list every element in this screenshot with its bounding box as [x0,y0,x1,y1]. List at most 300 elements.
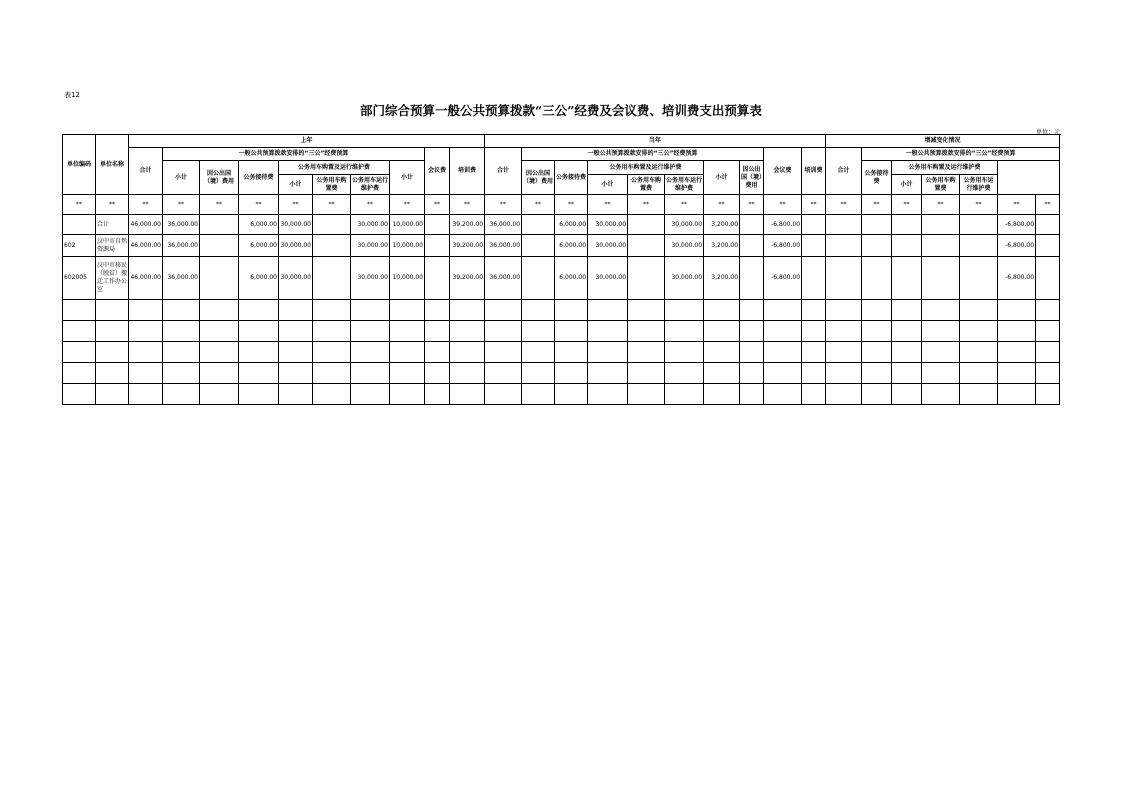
empty-cell [425,363,450,384]
header-name: 单位名称 [96,135,129,195]
value-cell: 6,000.00 [239,257,279,300]
value-cell [1036,257,1060,300]
value-cell: 30,000.00 [665,235,704,257]
value-cell [313,257,351,300]
empty-cell [740,342,764,363]
value-cell [522,235,555,257]
budget-table [62,134,1060,405]
marker-cell: ** [522,195,555,215]
empty-cell [200,363,239,384]
empty-cell [163,363,200,384]
marker-cell: ** [802,195,826,215]
value-cell [425,235,450,257]
empty-cell [802,321,826,342]
empty-cell [351,321,390,342]
value-cell [922,235,960,257]
empty-cell [485,300,522,321]
empty-cell [522,363,555,384]
header-prev-sangong: 一般公共预算拨款安排的“三公”经费预算 [163,148,425,161]
value-cell: 39,200.00 [450,235,485,257]
value-cell: 46,000.00 [129,215,163,235]
value-cell: 3,200.00 [704,257,740,300]
empty-cell [129,342,163,363]
marker-cell: ** [922,195,960,215]
empty-cell [922,384,960,405]
marker-cell: ** [390,195,425,215]
empty-row [63,384,1060,405]
value-cell: 30,000.00 [588,215,628,235]
header-change-abroad: 因公出国（境）费用 [740,161,764,195]
value-cell: -6,800.00 [998,215,1036,235]
value-cell: 30,000.00 [279,215,313,235]
empty-cell [826,363,862,384]
header-curr-vehicle-run: 公务用车运行维护费 [665,175,704,195]
empty-cell [826,342,862,363]
header-curr-subtotal: 小计 [390,161,425,195]
header-prev-vehicle-run: 公务用车运行维护费 [351,175,390,195]
value-cell [892,257,922,300]
unit-name-cell: 合计 [96,215,129,235]
table-tag: 表12 [64,91,80,99]
marker-cell: ** [764,195,802,215]
table-row [63,215,1060,235]
value-cell: 39,200.00 [450,257,485,300]
marker-cell: ** [588,195,628,215]
empty-cell [163,384,200,405]
value-cell [522,215,555,235]
value-cell: 39,200.00 [450,215,485,235]
empty-cell [764,321,802,342]
empty-row [63,321,1060,342]
value-cell [200,257,239,300]
value-cell [313,215,351,235]
marker-cell: ** [826,195,862,215]
empty-cell [740,321,764,342]
empty-cell [802,342,826,363]
empty-cell [390,321,425,342]
empty-cell [129,300,163,321]
empty-cell [96,300,129,321]
header-prev-total: 合计 [129,148,163,195]
header-change: 增减变化情况 [826,135,1060,148]
unit-code-cell: 602 [63,235,96,257]
empty-cell [313,300,351,321]
table-row [63,257,1060,300]
empty-cell [390,300,425,321]
empty-cell [764,384,802,405]
empty-cell [665,321,704,342]
value-cell: 6,000.00 [239,215,279,235]
value-cell: 6,000.00 [555,235,588,257]
empty-cell [313,384,351,405]
value-cell [313,235,351,257]
marker-cell: ** [485,195,522,215]
marker-cell: ** [628,195,665,215]
marker-cell: ** [450,195,485,215]
empty-cell [239,321,279,342]
header-prev-year: 上年 [129,135,485,148]
value-cell: 36,000.00 [163,215,200,235]
empty-cell [665,363,704,384]
marker-cell: ** [163,195,200,215]
empty-cell [96,321,129,342]
empty-cell [628,321,665,342]
empty-cell [826,321,862,342]
header-prev-vehicle-subtotal: 小计 [279,175,313,195]
empty-cell [704,321,740,342]
marker-cell: ** [704,195,740,215]
value-cell [826,215,862,235]
empty-cell [998,363,1036,384]
empty-cell [63,363,96,384]
value-cell [425,257,450,300]
header-curr-abroad: 因公出国（境）费用 [522,161,555,195]
value-cell: 30,000.00 [351,257,390,300]
page-title: 部门综合预算一般公共预算拨款“三公”经费及会议费、培训费支出预算表 [360,103,762,118]
header-curr-total: 合计 [485,148,522,195]
header-prev-reception: 公务接待费 [239,161,279,195]
value-cell: 30,000.00 [351,215,390,235]
empty-cell [425,384,450,405]
value-cell: 6,000.00 [555,215,588,235]
value-cell [892,235,922,257]
empty-cell [555,321,588,342]
value-cell [628,215,665,235]
empty-cell [892,384,922,405]
empty-cell [63,321,96,342]
empty-cell [892,363,922,384]
value-cell [960,215,998,235]
empty-cell [922,363,960,384]
empty-cell [1036,342,1060,363]
header-prev-vehicle-buy: 公务用车购置费 [313,175,351,195]
empty-cell [960,300,998,321]
header-curr-meeting: 会议费 [764,148,802,195]
empty-row [63,342,1060,363]
value-cell: 10,000.00 [390,215,425,235]
empty-cell [862,363,892,384]
marker-cell: ** [555,195,588,215]
value-cell: 30,000.00 [279,257,313,300]
empty-cell [588,321,628,342]
empty-cell [96,342,129,363]
marker-row [63,195,1060,215]
empty-cell [522,300,555,321]
empty-cell [740,384,764,405]
empty-cell [450,300,485,321]
empty-cell [704,300,740,321]
value-cell: 30,000.00 [665,257,704,300]
marker-cell: ** [892,195,922,215]
header-code: 单位编码 [63,135,96,195]
value-cell: 30,000.00 [351,235,390,257]
marker-cell: ** [279,195,313,215]
empty-cell [279,300,313,321]
value-cell: 6,000.00 [239,235,279,257]
value-cell: -6,800.00 [998,235,1036,257]
empty-cell [313,342,351,363]
value-cell [425,215,450,235]
empty-cell [239,363,279,384]
value-cell [802,235,826,257]
empty-cell [892,321,922,342]
empty-cell [764,342,802,363]
empty-cell [96,384,129,405]
empty-cell [960,321,998,342]
marker-cell: ** [313,195,351,215]
empty-cell [239,384,279,405]
empty-cell [485,321,522,342]
unit-name-cell: 汉中市移民（脱贫）搬迁工作办公室 [96,257,129,300]
empty-cell [628,363,665,384]
marker-cell: ** [129,195,163,215]
empty-cell [628,342,665,363]
empty-cell [485,384,522,405]
value-cell: 36,000.00 [163,235,200,257]
value-cell: -6,800.00 [764,215,802,235]
empty-cell [1036,300,1060,321]
header-change-reception: 公务接待费 [862,161,892,195]
value-cell: 36,000.00 [163,257,200,300]
value-cell [200,235,239,257]
header-change-total: 合计 [826,148,862,195]
empty-cell [522,321,555,342]
empty-cell [555,300,588,321]
header-change-vehicle-subtotal: 小计 [892,175,922,195]
empty-cell [522,384,555,405]
empty-cell [1036,363,1060,384]
empty-cell [922,300,960,321]
value-cell [1036,235,1060,257]
value-cell [628,257,665,300]
value-cell [922,257,960,300]
unit-code-cell: 602005 [63,257,96,300]
empty-cell [425,342,450,363]
empty-cell [485,342,522,363]
empty-cell [390,342,425,363]
empty-cell [313,363,351,384]
value-cell: 36,000.00 [485,257,522,300]
value-cell: 3,200.00 [704,215,740,235]
empty-cell [960,363,998,384]
value-cell: 46,000.00 [129,235,163,257]
empty-cell [588,363,628,384]
empty-cell [960,384,998,405]
unit-code-cell [63,215,96,235]
empty-cell [351,300,390,321]
header-curr-training: 培训费 [802,148,826,195]
empty-cell [450,363,485,384]
empty-cell [129,384,163,405]
empty-cell [892,300,922,321]
empty-cell [802,384,826,405]
marker-cell: ** [665,195,704,215]
empty-cell [998,321,1036,342]
empty-cell [351,342,390,363]
marker-cell: ** [862,195,892,215]
marker-cell: ** [960,195,998,215]
value-cell: 30,000.00 [588,257,628,300]
header-curr-sangong: 一般公共预算拨款安排的“三公”经费预算 [522,148,764,161]
value-cell [960,235,998,257]
header-change-vehicle: 公务用车购置及运行维护费 [892,161,998,175]
empty-cell [704,342,740,363]
empty-cell [200,300,239,321]
empty-cell [922,321,960,342]
marker-cell: ** [1036,195,1060,215]
empty-cell [351,384,390,405]
unit-name-cell: 汉中市自然资源局 [96,235,129,257]
value-cell: -6,800.00 [764,235,802,257]
empty-cell [588,300,628,321]
empty-cell [351,363,390,384]
empty-cell [163,321,200,342]
value-cell: 46,000.00 [129,257,163,300]
empty-cell [862,300,892,321]
value-cell [628,235,665,257]
empty-cell [555,363,588,384]
empty-cell [704,363,740,384]
value-cell [522,257,555,300]
value-cell [802,215,826,235]
empty-cell [390,384,425,405]
marker-cell: ** [63,195,96,215]
empty-row [63,300,1060,321]
unit-label: 单位：元 [1035,129,1060,136]
value-cell [892,215,922,235]
empty-cell [740,363,764,384]
empty-cell [998,300,1036,321]
empty-cell [450,384,485,405]
value-cell [802,257,826,300]
empty-cell [63,384,96,405]
value-cell: 3,200.00 [704,235,740,257]
empty-cell [555,384,588,405]
empty-cell [826,300,862,321]
marker-cell: ** [425,195,450,215]
empty-cell [163,300,200,321]
empty-cell [740,300,764,321]
empty-cell [802,300,826,321]
empty-cell [425,300,450,321]
empty-cell [239,300,279,321]
empty-cell [588,384,628,405]
value-cell [862,235,892,257]
value-cell: 36,000.00 [485,235,522,257]
value-cell: 10,000.00 [390,235,425,257]
empty-cell [279,363,313,384]
empty-cell [390,363,425,384]
value-cell [200,215,239,235]
header-curr-vehicle-buy: 公务用车购置费 [628,175,665,195]
empty-cell [129,363,163,384]
value-cell [922,215,960,235]
empty-cell [63,342,96,363]
value-cell [826,235,862,257]
header-prev-vehicle: 公务用车购置及运行维护费 [279,161,390,175]
empty-cell [63,300,96,321]
empty-cell [279,342,313,363]
table-row [63,235,1060,257]
empty-cell [764,363,802,384]
empty-cell [279,384,313,405]
marker-cell: ** [96,195,129,215]
header-prev-abroad: 因公出国（境）费用 [200,161,239,195]
empty-cell [450,321,485,342]
empty-cell [1036,384,1060,405]
header-change-vehicle-run: 公务用车运行维护费 [960,175,998,195]
value-cell [740,257,764,300]
empty-row [63,363,1060,384]
header-prev-meeting: 会议费 [425,148,450,195]
value-cell [740,215,764,235]
value-cell: 30,000.00 [665,215,704,235]
empty-cell [200,384,239,405]
value-cell [826,257,862,300]
empty-cell [998,342,1036,363]
empty-cell [862,342,892,363]
empty-cell [1036,321,1060,342]
header-curr-vehicle: 公务用车购置及运行维护费 [588,161,704,175]
empty-cell [239,342,279,363]
marker-cell: ** [351,195,390,215]
empty-cell [279,321,313,342]
empty-cell [665,342,704,363]
value-cell: 30,000.00 [279,235,313,257]
value-cell: -6,800.00 [764,257,802,300]
empty-cell [555,342,588,363]
empty-cell [96,363,129,384]
empty-cell [704,384,740,405]
marker-cell: ** [239,195,279,215]
empty-cell [628,300,665,321]
value-cell: 10,000.00 [390,257,425,300]
empty-cell [802,363,826,384]
empty-cell [665,384,704,405]
empty-cell [588,342,628,363]
empty-cell [163,342,200,363]
marker-cell: ** [200,195,239,215]
empty-cell [522,342,555,363]
value-cell: 6,000.00 [555,257,588,300]
empty-cell [129,321,163,342]
empty-cell [628,384,665,405]
header-curr-vehicle-subtotal: 小计 [588,175,628,195]
header-curr-reception: 公务接待费 [555,161,588,195]
empty-cell [200,342,239,363]
empty-cell [826,384,862,405]
value-cell: -6,800.00 [998,257,1036,300]
empty-cell [922,342,960,363]
empty-cell [892,342,922,363]
value-cell: 30,000.00 [588,235,628,257]
value-cell [1036,215,1060,235]
empty-cell [960,342,998,363]
value-cell: 36,000.00 [485,215,522,235]
header-prev-subtotal: 小计 [163,161,200,195]
marker-cell: ** [740,195,764,215]
header-change-vehicle-buy: 公务用车购置费 [922,175,960,195]
empty-cell [313,321,351,342]
empty-cell [665,300,704,321]
header-curr-year: 当年 [485,135,826,148]
header-change-sangong: 一般公共预算拨款安排的“三公”经费预算 [862,148,1060,161]
value-cell [740,235,764,257]
empty-cell [450,342,485,363]
header-change-subtotal: 小计 [704,161,740,195]
value-cell [862,215,892,235]
empty-cell [764,300,802,321]
